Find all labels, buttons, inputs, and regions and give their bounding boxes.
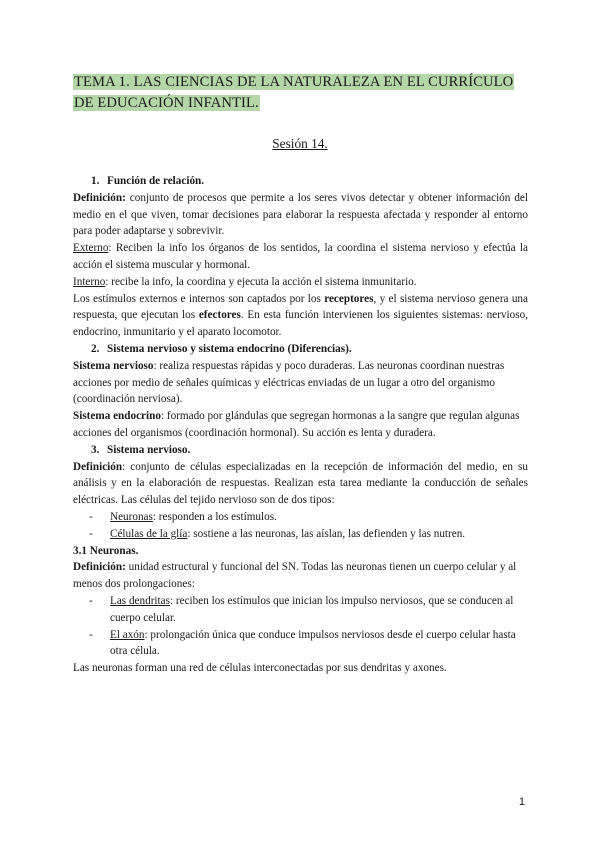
document-body (73, 173, 528, 677)
list-item: - Las dendritas: reciben los estímulos que inician los impulso nerviosos, que se conducen al cuerpo celular. (73, 593, 528, 627)
section-1-externo: Externo: Reciben la info los órganos de los sentidos, la coordina el sistema nervioso y efectúa la acción el sistema muscular y hormonal. (73, 242, 528, 271)
section-3-list (73, 509, 528, 543)
list-item: - El axón: prolongación única que conduce impulsos nerviosos desde el cuerpo celular hasta otra célula. (73, 627, 528, 661)
section-3-1-definition: Definición: unidad estructural y funcional del SN. Todas las neuronas tienen un cuerpo celular y al menos dos prolongaciones: (73, 561, 517, 591)
page-number: 1 (518, 796, 525, 808)
section-1-interno: Interno: recibe la info, la coordina y ejecuta la acción el sistema inmunitario. (73, 275, 417, 288)
section-3-1-heading: 3.1 Neuronas. (73, 544, 139, 557)
section-2-sistema-nervioso: Sistema nervioso: realiza respuestas rápidas y poco duraderas. Las neuronas coordinan nuestras acciones por medio de señales químicas y eléctricas enviadas de un lugar a otro del organismo (coordinación nerviosa). (73, 359, 505, 406)
list-item: - Neuronas: responden a los estímulos. (73, 509, 528, 526)
section-3-1-closing: Las neuronas forman una red de células interconectadas por sus dendritas y axones. (73, 662, 447, 675)
section-2-sistema-endocrino: Sistema endocrino: formado por glándulas que segregan hormonas a la sangre que regulan algunas acciones del organismos (coordinación hormonal). Su acción es lenta y duradera. (73, 410, 520, 439)
section-1-heading: 1. Función de relación. (91, 175, 205, 187)
section-1-definition: Definición: conjunto de procesos que permite a los seres vivos detectar y obtener información del medio en el que viven, tomar decisiones para elaborar la respuesta afectada y responder al entorno para poder adaptarse y sobrevivir. (73, 191, 528, 238)
section-3-definition: Definición: conjunto de células especializadas en la recepción de información del medio, en su análisis y en la elaboración de respuestas. Realizan esta tarea mediante la conducción de señales eléctricas. Las células del tejido nervioso son de dos tipos: (73, 460, 528, 507)
section-2-heading: 2. Sistema nervioso y sistema endocrino (Diferencias). (91, 342, 352, 355)
document-title: TEMA 1. LAS CIENCIAS DE LA NATURALEZA EN EL CURRÍCULO DE EDUCACIÓN INFANTIL. (74, 74, 514, 111)
section-1-paragraph: Los estímulos externos e internos son captados por los receptores, y el sistema nervioso genera una respuesta, que ejecutan los efectores. En esta función intervienen los siguientes sistemas: nervioso, endocrino, inmunitario y el aparato locomotor. (73, 292, 528, 339)
list-item: - Células de la glía: sostiene a las neuronas, las aíslan, las defienden y las nutren. (73, 526, 528, 543)
section-3-1-list (73, 593, 528, 660)
session-heading: Sesión 14. (272, 136, 328, 151)
section-3-heading: 3. Sistema nervioso. (91, 443, 191, 456)
